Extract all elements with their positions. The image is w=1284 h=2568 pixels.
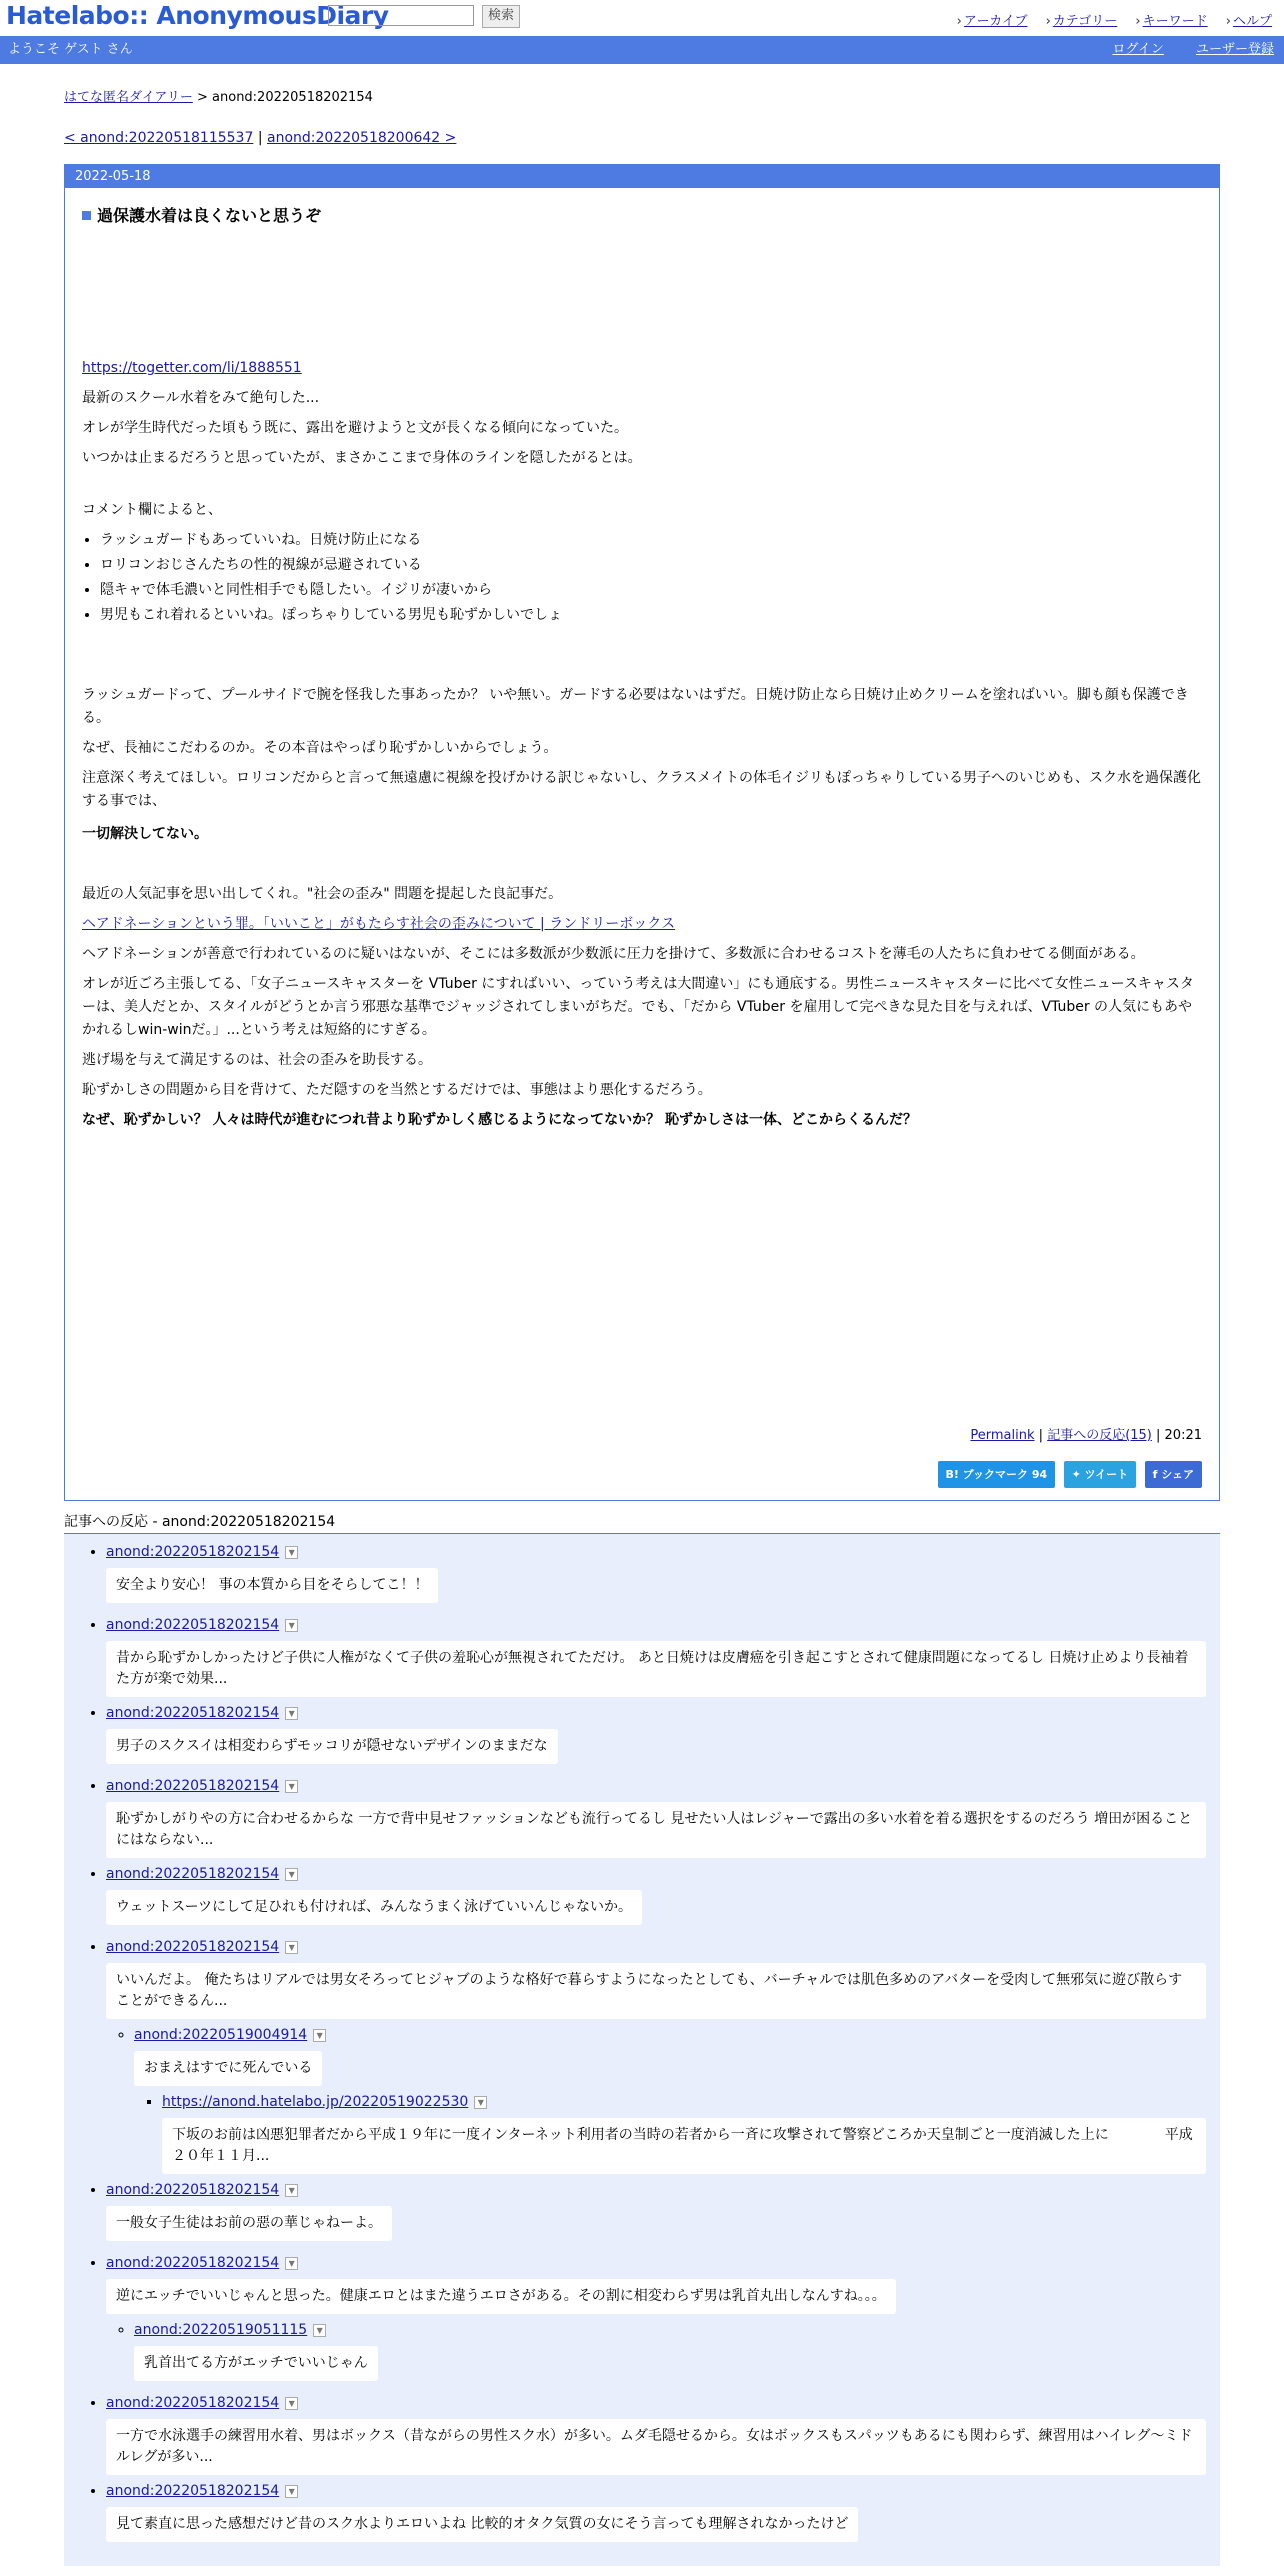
article-link[interactable]: ヘアドネーションという罪。「いいこと」がもたらす社会の歪みについて | ランドリーボックス <box>82 916 676 932</box>
tweet-button[interactable]: ✦ ツイート <box>1064 1461 1137 1488</box>
reaction-item <box>106 2255 1206 2389</box>
expand-icon[interactable]: ▼ <box>285 1868 298 1881</box>
reaction-text: 男子のスクスイは相変わらずモッコリが隠せないデザインのままだな <box>106 1729 558 1764</box>
togetter-link[interactable]: https://togetter.com/li/1888551 <box>82 360 302 376</box>
breadcrumb-current: anond:20220518202154 <box>212 90 373 105</box>
reaction-text: 一方で水泳選手の練習用水着、男はボックス（昔ながらの男性スク水）が多い。ムダ毛隠せるから。女はボックスもスパッツもあるにも関わらず、練習用はハイレグ～ミドルレグが多い... <box>106 2419 1206 2475</box>
reaction-link[interactable]: anond:20220518202154 <box>106 1866 280 1882</box>
permalink-link[interactable]: Permalink <box>970 1428 1035 1443</box>
reaction-item <box>106 1939 1206 2174</box>
reaction-text: 逆にエッチでいいじゃんと思った。健康エロとはまた違うエロさがある。その割に相変わらず男は乳首丸出しなんすね。。。 <box>106 2279 896 2314</box>
nav-keyword[interactable]: › キーワード <box>1135 14 1207 29</box>
reaction-link[interactable]: anond:20220518202154 <box>106 1778 280 1794</box>
expand-icon[interactable]: ▼ <box>285 2397 298 2410</box>
reaction-text: 乳首出てる方がエッチでいいじゃん <box>134 2346 378 2381</box>
nav-help[interactable]: › ヘルプ <box>1226 14 1272 29</box>
reactions-panel <box>64 1534 1220 2566</box>
pager <box>64 130 1220 146</box>
expand-icon[interactable]: ▼ <box>313 2029 326 2042</box>
reactions-link[interactable]: 記事への反応(15) <box>1047 1428 1152 1443</box>
reaction-text: いいんだよ。 俺たちはリアルでは男女そろってヒジャブのような格好で暮らすようになったとしても、バーチャルでは肌色多めのアバターを受肉して無邪気に遊び散らすことができるん... <box>106 1963 1206 2019</box>
login-link[interactable]: ログイン <box>1112 42 1164 57</box>
entry-title <box>82 204 1202 227</box>
search-input[interactable] <box>328 5 474 26</box>
para-bold: 一切解決してない。 <box>82 826 208 842</box>
reaction-item <box>134 2027 1206 2174</box>
reaction-item <box>106 2395 1206 2475</box>
entry-body <box>65 188 1219 1500</box>
site-logo[interactable]: Hatelabo:: AnonymousDiary <box>6 1 389 30</box>
reaction-text: 安全より安心！ 事の本質から目をそらしてこ！！ <box>106 1568 438 1603</box>
twitter-icon: ✦ <box>1071 1468 1081 1481</box>
reaction-item <box>106 2182 1206 2249</box>
list-item: • 男児もこれ着れるといいね。ぽっちゃりしている男児も恥ずかしいでしょ <box>100 604 1202 627</box>
reaction-link[interactable]: anond:20220518202154 <box>106 2483 280 2499</box>
para: ヘアドネーションが善意で行われているのに疑いはないが、そこには多数派が少数派に圧力を掛けて、多数派に合わせるコストを薄毛の人たちに負わせてる側面がある。 <box>82 946 1145 962</box>
share-buttons <box>82 1461 1202 1488</box>
register-link[interactable]: ユーザー登録 <box>1195 42 1274 57</box>
reaction-link[interactable]: anond:20220519051115 <box>134 2322 308 2338</box>
expand-icon[interactable]: ▼ <box>474 2096 487 2109</box>
breadcrumb <box>64 86 1220 105</box>
para: ラッシュガードって、プールサイドで腕を怪我した事あったか？ いや無い。ガードする必要はないはずだ。日焼け防止なら日焼け止めクリームを塗ればいい。脚も顔も保護できる。 <box>82 687 1189 726</box>
reaction-item <box>106 1617 1206 1697</box>
diary-day <box>64 164 1220 1501</box>
comment-list <box>82 529 1202 627</box>
para: いつかは止まるだろうと思っていたが、まさかここまで身体のラインを隠したがるとは。 <box>82 450 642 466</box>
reaction-item <box>134 2322 1206 2389</box>
reaction-item <box>106 1544 1206 1611</box>
expand-icon[interactable]: ▼ <box>285 2257 298 2270</box>
para: 最近の人気記事を思い出してくれ。"社会の歪み" 問題を提起した良記事だ。 <box>82 886 563 902</box>
pager-separator: | <box>257 130 263 146</box>
reaction-text: 昔から恥ずかしかったけど子供に人権がなくて子供の羞恥心が無視されてただけ。 あと日焼けは皮膚癌を引き起こすとされて健康問題になってるし 日焼け止めより長袖着た方が楽で効果... <box>106 1641 1206 1697</box>
reaction-link[interactable]: anond:20220518202154 <box>106 1544 280 1560</box>
reaction-text: 下坂のお前は凶悪犯罪者だから平成１９年に一度インターネット利用者の当時の若者から一斉に攻撃されて警察どころか天皇制ごと一度消滅した上に 平成２０年１１月... <box>162 2118 1206 2174</box>
welcome-bar <box>0 36 1284 64</box>
nav-archive[interactable]: › アーカイブ <box>957 14 1028 29</box>
breadcrumb-root[interactable]: はてな匿名ダイアリー <box>64 90 193 105</box>
title-square-icon[interactable] <box>82 211 91 220</box>
breadcrumb-separator: > <box>196 90 208 105</box>
reaction-item <box>106 2483 1206 2550</box>
reaction-link[interactable]: anond:20220518202154 <box>106 2182 280 2198</box>
para: オレが近ごろ主張してる、「女子ニュースキャスターを VTuber にすればいい、っていう考えは大間違い」にも通底する。男性ニュースキャスターに比べて女性ニュースキャスターは、美人だとか、スタイルがどうとか言う邪悪な基準でジャッジされてしまいがちだ。でも、「だから VTuber を雇用して完ぺきな見た目を与えれば、VTuber の人気にもあやかれるしwin-winだ。」...という考えは短絡的にすぎる。 <box>82 976 1194 1038</box>
prev-entry-link[interactable]: < anond:20220518115537 <box>64 130 254 146</box>
bookmark-count: 94 <box>1031 1468 1048 1481</box>
hatena-bookmark-button[interactable]: B! ブックマーク 94 <box>938 1461 1056 1488</box>
reaction-link[interactable]: anond:20220518202154 <box>106 2395 280 2411</box>
reaction-link[interactable]: anond:20220519004914 <box>134 2027 308 2043</box>
reaction-text: 一般女子生徒はお前の惡の華じゃねーよ。 <box>106 2206 392 2241</box>
reaction-link[interactable]: https://anond.hatelabo.jp/20220519022530 <box>162 2094 469 2110</box>
expand-icon[interactable]: ▼ <box>285 2184 298 2197</box>
reaction-item <box>162 2094 1206 2174</box>
para: コメント欄によると、 <box>82 502 222 518</box>
expand-icon[interactable]: ▼ <box>285 1546 298 1559</box>
para: 恥ずかしさの問題から目を背けて、ただ隠すのを当然とするだけでは、事態はより悪化するだろう。 <box>82 1082 712 1098</box>
expand-icon[interactable]: ▼ <box>285 1707 298 1720</box>
top-nav <box>943 10 1272 29</box>
top-bar <box>0 0 1284 36</box>
reactions-title: 記事への反応 - anond:20220518202154 <box>64 1511 1220 1534</box>
reaction-link[interactable]: anond:20220518202154 <box>106 1705 280 1721</box>
next-entry-link[interactable]: anond:20220518200642 > <box>267 130 457 146</box>
expand-icon[interactable]: ▼ <box>285 1780 298 1793</box>
facebook-share-button[interactable]: f シェア <box>1145 1461 1202 1488</box>
search-button[interactable]: 検索 <box>482 5 520 28</box>
reaction-link[interactable]: anond:20220518202154 <box>106 2255 280 2271</box>
para: 注意深く考えてほしい。ロリコンだからと言って無遠慮に視線を投げかける訳じゃないし、クラスメイトの体毛イジリもぽっちゃりしている男子へのいじめも、スク水を過保護化する事では、 <box>82 770 1202 809</box>
expand-icon[interactable]: ▼ <box>285 1619 298 1632</box>
nav-category[interactable]: › カテゴリー <box>1046 14 1118 29</box>
para-bold: なぜ、恥ずかしい？ 人々は時代が進むにつれ昔より恥ずかしく感じるようになってないか？ 恥ずかしさは一体、どこからくるんだ？ <box>82 1112 918 1128</box>
para: 最新のスクール水着をみて絶句した... <box>82 390 320 406</box>
reaction-item <box>106 1778 1206 1858</box>
expand-icon[interactable]: ▼ <box>313 2324 326 2337</box>
entry-time: 20:21 <box>1164 1428 1202 1443</box>
reaction-text: おまえはすでに死んでいる <box>134 2051 322 2086</box>
entry-title-text: 過保護水着は良くないと思うぞ <box>97 206 322 225</box>
list-item: • 隠キャで体毛濃いと同性相手でも隠したい。イジリが凄いから <box>100 579 1202 602</box>
facebook-icon: f <box>1152 1468 1158 1481</box>
list-item: • ラッシュガードもあっていいね。日焼け防止になる <box>100 529 1202 552</box>
para: なぜ、長袖にこだわるのか。その本音はやっぱり恥ずかしいからでしょう。 <box>82 740 558 756</box>
reaction-item <box>106 1866 1206 1933</box>
expand-icon[interactable]: ▼ <box>285 1941 298 1954</box>
entry-footer: Permalink | 記事への反応(15) | 20:21 <box>970 1428 1202 1443</box>
reaction-item <box>106 1705 1206 1772</box>
reaction-text: ウェットスーツにして足ひれも付ければ、みんなうまく泳げていいんじゃないか。 <box>106 1890 642 1925</box>
para: 逃げ場を与えて満足するのは、社会の歪みを助長する。 <box>82 1052 432 1068</box>
reaction-link[interactable]: anond:20220518202154 <box>106 1617 280 1633</box>
reaction-link[interactable]: anond:20220518202154 <box>106 1939 280 1955</box>
list-item: • ロリコンおじさんたちの性的視線が忌避されている <box>100 554 1202 577</box>
reaction-text: 恥ずかしがりやの方に合わせるからな 一方で背中見せファッションなども流行ってるし 見せたい人はレジャーで露出の多い水着を着る選択をするのだろう 増田が困ることにはならない... <box>106 1802 1206 1858</box>
para: オレが学生時代だった頃もう既に、露出を避けようと文が長くなる傾向になっていた。 <box>82 420 628 436</box>
day-date: 2022-05-18 <box>65 165 1219 188</box>
welcome-text: ようこそ ゲスト さん <box>8 42 133 57</box>
reaction-text: 見て素直に思った感想だけど昔のスク水よりエロいよね 比較的オタク気質の女にそう言っても理解されなかったけど <box>106 2507 858 2542</box>
main-content <box>64 86 1220 2566</box>
expand-icon[interactable]: ▼ <box>285 2485 298 2498</box>
